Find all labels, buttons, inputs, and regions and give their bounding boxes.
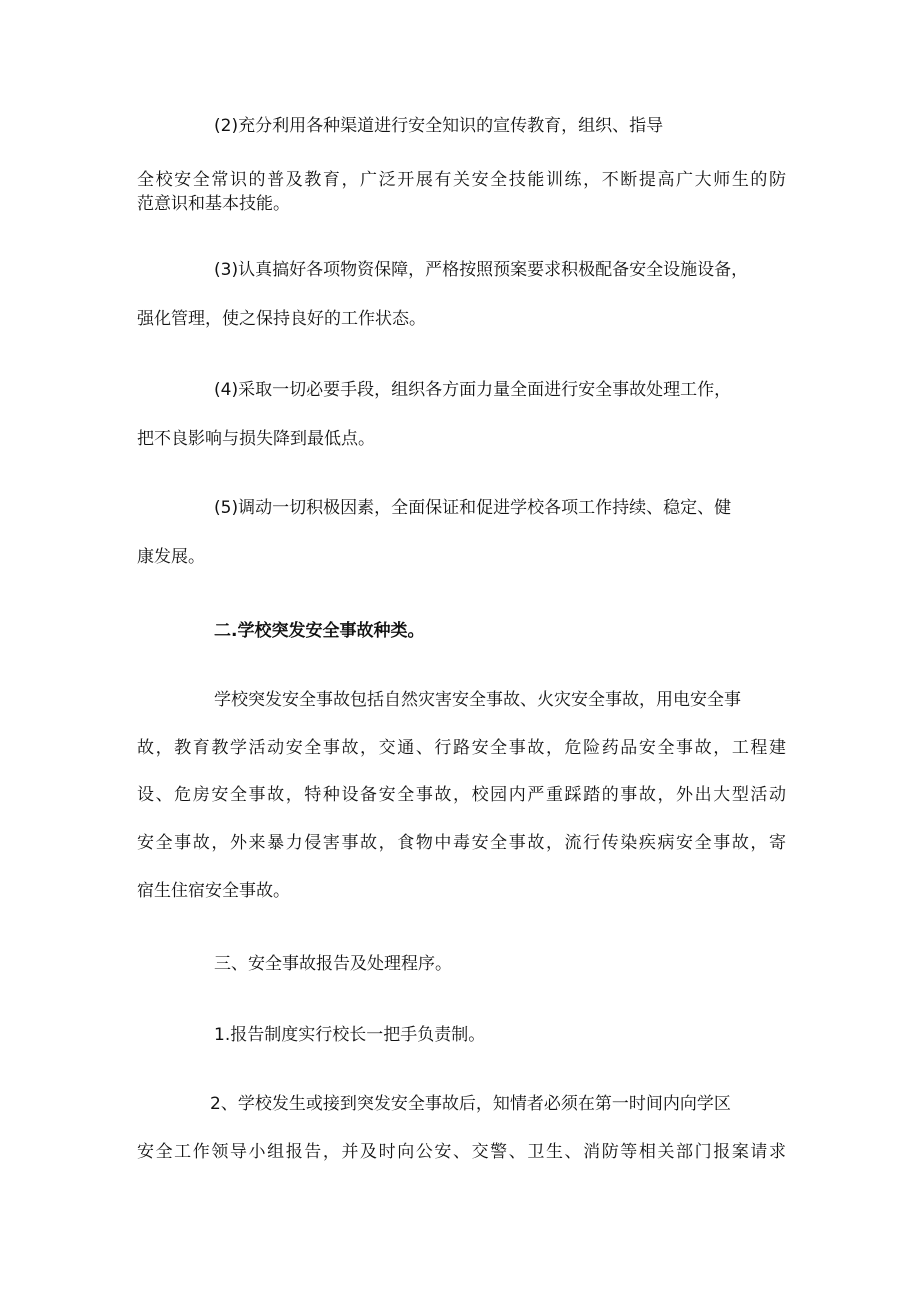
item-2-line-1: (2)充分利用各种渠道进行安全知识的宣传教育，组织、指导 [214,116,664,136]
section-3-heading: 三、安全事故报告及处理程序。 [214,954,452,974]
section-2-heading: 二.学校突发安全事故种类。 [214,621,425,641]
item-4-line-2: 把不良影响与损失降到最低点。 [137,429,375,449]
section-2-line-1: 学校突发安全事故包括自然灾害安全事故、火灾安全事故，用电安全事 [214,690,741,710]
section-3-item-1: 1.报告制度实行校长一把手负责制。 [214,1025,486,1045]
item-3-line-1: (3)认真搞好各项物资保障，严格按照预案要求积极配备安全设施设备， [214,260,749,280]
section-3-item-2-line-2: 安全工作领导小组报告，并及时向公安、交警、卫生、消防等相关部门报案请求 [137,1142,786,1162]
item-2-line-2: 全校安全常识的普及教育，广泛开展有关安全技能训练，不断提高广大师生的防 [137,170,786,190]
section-2-line-3: 设、危房安全事故，特种设备安全事故，校园内严重踩踏的事故，外出大型活动 [137,785,786,805]
section-2-line-4: 安全事故，外来暴力侵害事故，食物中毒安全事故，流行传染疾病安全事故，寄 [137,833,786,853]
item-4-line-1: (4)采取一切必要手段，组织各方面力量全面进行安全事故处理工作， [214,380,732,400]
section-2-line-5: 宿生住宿安全事故。 [137,881,290,901]
item-3-line-2: 强化管理，使之保持良好的工作状态。 [137,309,426,329]
item-5-line-2: 康发展。 [137,547,205,567]
section-2-line-2: 故，教育教学活动安全事故，交通、行路安全事故，危险药品安全事故，工程建 [137,738,786,758]
section-3-item-2-line-1: 2、学校发生或接到突发安全事故后，知情者必须在第一时间内向学区 [210,1094,731,1114]
item-2-line-3: 范意识和基本技能。 [137,194,290,214]
item-5-line-1: (5)调动一切积极因素，全面保证和促进学校各项工作持续、稳定、健 [214,498,732,518]
